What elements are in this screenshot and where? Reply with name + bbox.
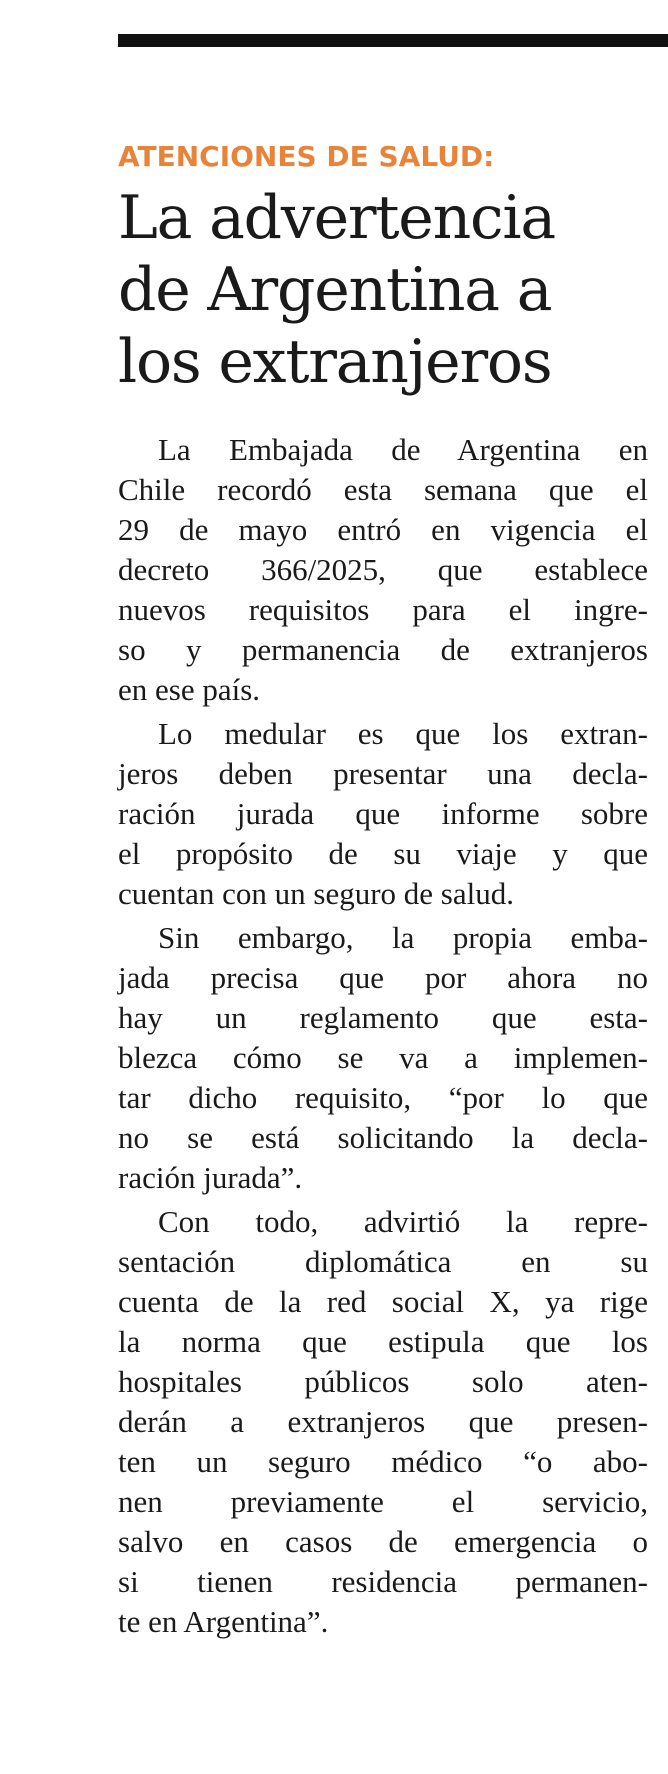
body-line: derán a extranjeros que presen- <box>118 1404 648 1439</box>
body-line: nuevos requisitos para el ingre- <box>118 592 648 627</box>
body-line: en ese país. <box>118 672 261 707</box>
headline-line: de Argentina a <box>118 255 552 325</box>
kicker: ATENCIONES DE SALUD: <box>118 140 495 173</box>
body-line: Chile recordó esta semana que el <box>118 472 648 507</box>
article <box>118 140 648 1646</box>
body-line: so y permanencia de extranjeros <box>118 632 648 667</box>
paragraph <box>118 1202 648 1642</box>
paragraph <box>118 918 648 1198</box>
body-line: te en Argentina”. <box>118 1604 329 1639</box>
body-line: decreto 366/2025, que establece <box>118 552 648 587</box>
body-line: La Embajada de Argentina en <box>158 432 648 467</box>
body-line: 29 de mayo entró en vigencia el <box>118 512 648 547</box>
body-line: no se está solicitando la decla- <box>118 1120 648 1155</box>
body-line: tar dicho requisito, “por lo que <box>118 1080 648 1115</box>
body-line: jada precisa que por ahora no <box>118 960 648 995</box>
body-line: el propósito de su viaje y que <box>118 836 648 871</box>
body-line: hay un reglamento que esta- <box>118 1000 648 1035</box>
body-line: Con todo, advirtió la repre- <box>158 1204 648 1239</box>
headline-line: La advertencia <box>118 183 555 253</box>
body-line: ración jurada que informe sobre <box>118 796 648 831</box>
paragraph <box>118 714 648 914</box>
body-line: jeros deben presentar una decla- <box>118 756 648 791</box>
body-line: salvo en casos de emergencia o <box>118 1524 648 1559</box>
body-line: Sin embargo, la propia emba- <box>158 920 648 955</box>
body-line: ración jurada”. <box>118 1160 303 1195</box>
body-line: nen previamente el servicio, <box>118 1484 648 1519</box>
body-line: cuentan con un seguro de salud. <box>118 876 514 911</box>
body-line: si tienen residencia permanen- <box>118 1564 648 1599</box>
headline-line: los extranjeros <box>118 327 552 397</box>
body-line: sentación diplomática en su <box>118 1244 648 1279</box>
headline <box>118 182 648 398</box>
paragraph <box>118 430 648 710</box>
top-rule <box>118 34 668 47</box>
body-line: la norma que estipula que los <box>118 1324 648 1359</box>
body-line: Lo medular es que los extran- <box>158 716 648 751</box>
article-body <box>118 430 648 1642</box>
body-line: ten un seguro médico “o abo- <box>118 1444 648 1479</box>
body-line: hospitales públicos solo aten- <box>118 1364 648 1399</box>
body-line: cuenta de la red social X, ya rige <box>118 1284 648 1319</box>
body-line: blezca cómo se va a implemen- <box>118 1040 648 1075</box>
